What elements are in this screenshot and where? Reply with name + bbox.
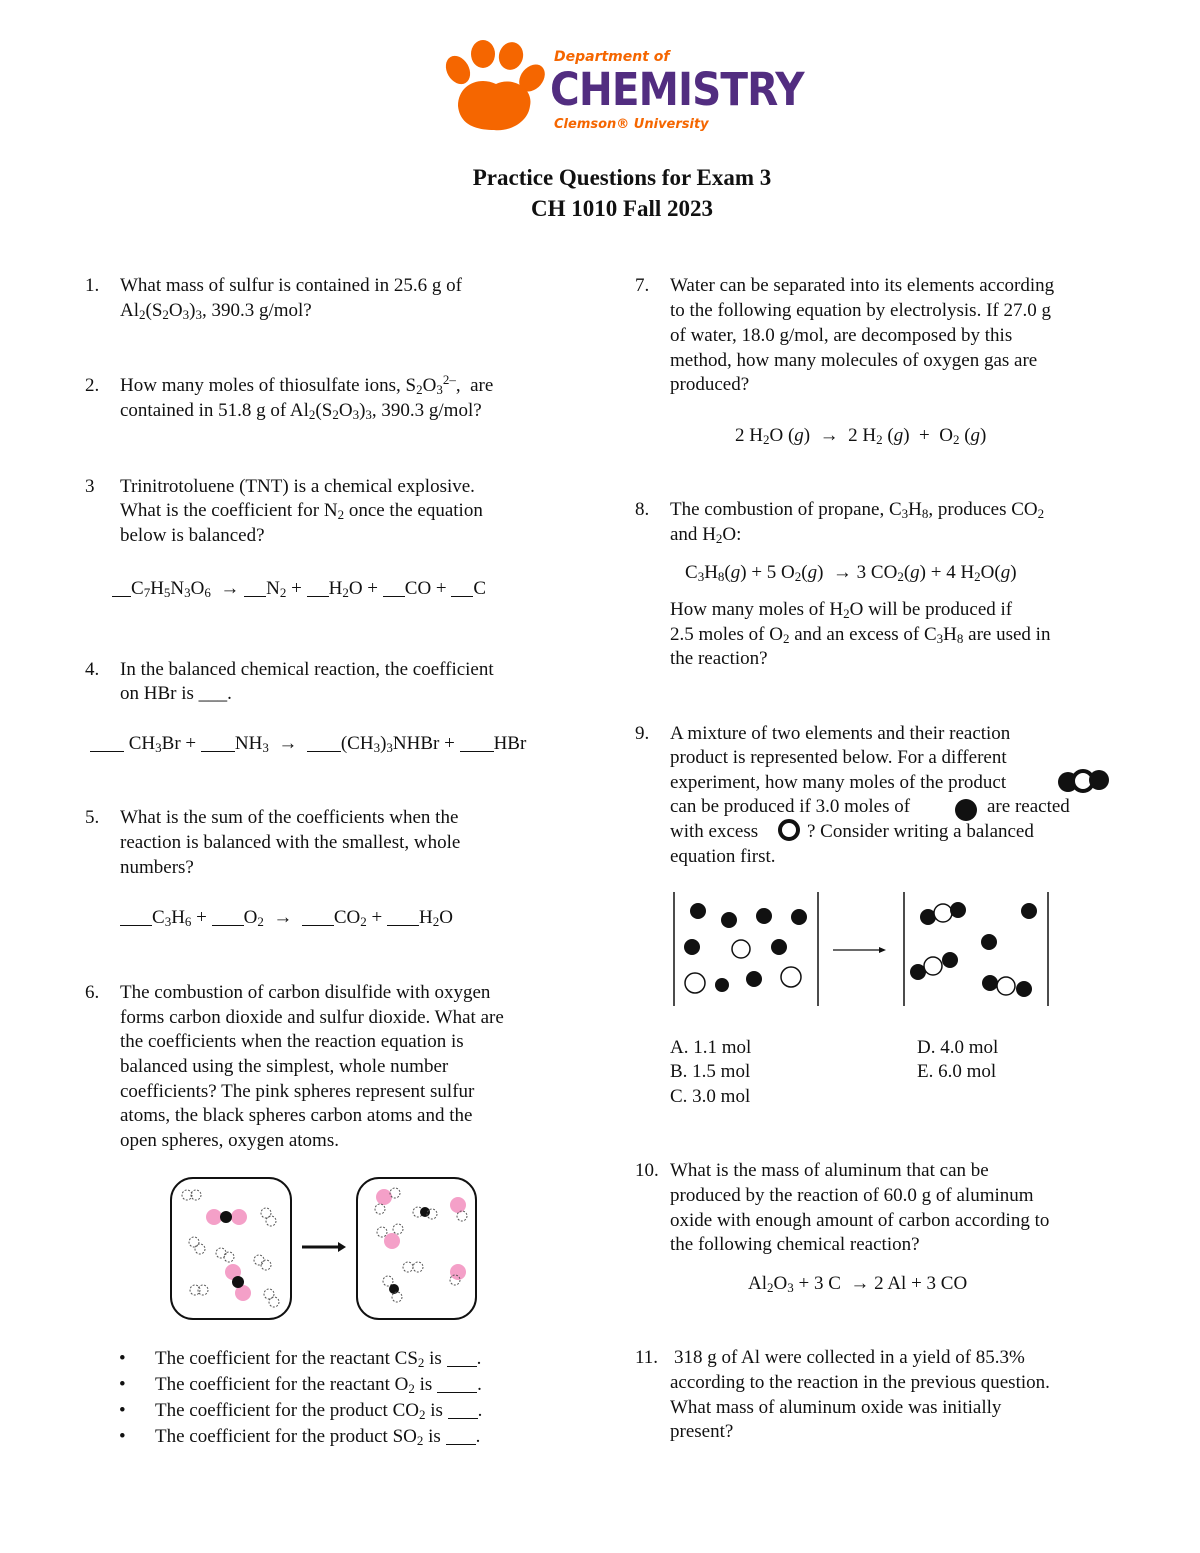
question-text: of water, 18.0 g/mol, are decomposed by this <box>670 325 1013 346</box>
question-text: A mixture of two elements and their reaction <box>670 723 1011 744</box>
question-number: 3 <box>85 476 95 497</box>
question-text: What is the sum of the coefficients when the <box>120 807 459 828</box>
question-text: What mass of sulfur is contained in 25.6 g of <box>120 275 462 296</box>
question-text: open spheres, oxygen atoms. <box>120 1130 339 1151</box>
equation: $C_3H_8(g) + 5$ $O_2(g) \to 3$ $CO_2(g) + 4$ $H_2O(g)$ <box>685 562 1017 584</box>
combustion-diagram <box>168 1175 480 1322</box>
question-text: and $H_2O$: <box>670 524 742 546</box>
question-text: Water can be separated into its elements according <box>670 275 1055 296</box>
answer-choice: A. 1.1 mol <box>670 1037 752 1058</box>
question-text: reaction is balanced with the smallest, whole <box>120 832 461 853</box>
question-number: 9. <box>635 723 650 744</box>
list-item: • The coefficient for the product $SO_2$ is . <box>119 1424 482 1450</box>
answer-choice: B. 1.5 mol <box>670 1061 751 1082</box>
answer-choice: C. 3.0 mol <box>670 1086 751 1107</box>
question-text: What is the mass of aluminum that can be <box>670 1160 989 1181</box>
question-text: the following chemical reaction? <box>670 1234 920 1255</box>
question-number: 11. <box>635 1347 659 1368</box>
question-number: 2. <box>85 375 100 396</box>
list-item: • The coefficient for the product $CO_2$ is . <box>119 1398 482 1424</box>
question-text: the coefficients when the reaction equation is <box>120 1031 464 1052</box>
coefficient-list <box>119 1346 482 1450</box>
logo-chemistry: CHEMISTRY <box>550 63 804 116</box>
question-text: The combustion of carbon disulfide with oxygen <box>120 982 491 1003</box>
equation: 2 $H_2O$ (g) → 2 $H_2$ $(g) + O_2$ (g) <box>735 425 987 447</box>
question-text: balanced using the simplest, whole number <box>120 1056 449 1077</box>
question-text: How many moles of thiosulfate ions, $S_2O_3^{2-}$, are <box>120 372 494 397</box>
question-text: are reacted <box>987 796 1070 817</box>
equation: $Al_2O_3 + 3$ C → 2 Al + 3 CO <box>748 1273 968 1295</box>
question-number: 10. <box>635 1160 659 1181</box>
logo-department: Department of <box>554 49 670 65</box>
question-text: $Al_2(S_2O_3)_3$, 390.3 g/mol? <box>120 300 312 322</box>
question-text: on HBr is ___. <box>120 683 232 704</box>
page-subtitle: CH 1010 Fall 2023 <box>530 196 714 221</box>
question-text: How many moles of $H_2O$ will be produced if <box>670 599 1013 621</box>
question-number: 6. <box>85 982 100 1003</box>
question-text: produced? <box>670 374 750 395</box>
question-text: with excess <box>670 821 759 842</box>
question-text: 318 g of Al were collected in a yield of 85.3% <box>674 1347 1025 1368</box>
open-atom-icon <box>776 817 802 843</box>
question-text: 2.5 moles of $O_2$ and an excess of $C_3H_8$ are used in <box>670 624 1051 646</box>
question-number: 7. <box>635 275 650 296</box>
product-molecule-icon <box>1055 767 1111 795</box>
question-number: 4. <box>85 659 100 680</box>
question-text: In the balanced chemical reaction, the coefficient <box>120 659 494 680</box>
question-text: The combustion of propane, $C_3H_8$, produces $CO_2$ <box>670 499 1045 521</box>
question-number: 8. <box>635 499 650 520</box>
question-text: equation first. <box>670 846 776 867</box>
equation: $C_3H_6 + O_2 \to CO_2 + H_2O$ <box>120 906 453 931</box>
equation: $C_7H_5N_3O_6 \to N_2 + H_2O$ + CO + C <box>112 577 486 602</box>
answer-choice: E. 6.0 mol <box>917 1061 997 1082</box>
list-item: • The coefficient for the reactant $O_2$ is . <box>119 1372 482 1398</box>
logo-university: Clemson® University <box>554 117 709 132</box>
list-item: • The coefficient for the reactant $CS_2$ is . <box>119 1346 482 1372</box>
answer-choice: D. 4.0 mol <box>917 1037 999 1058</box>
question-text: Trinitrotoluene (TNT) is a chemical explosive. <box>120 476 475 497</box>
question-text: atoms, the black spheres carbon atoms and the <box>120 1105 473 1126</box>
question-text: coefficients? The pink spheres represent sulfur <box>120 1081 475 1102</box>
question-text: method, how many molecules of oxygen gas are <box>670 350 1038 371</box>
paw-icon <box>436 40 548 136</box>
question-text: What is the coefficient for $N_2$ once the equation <box>120 500 483 522</box>
question-text: present? <box>670 1421 734 1442</box>
question-text: the reaction? <box>670 648 768 669</box>
page-title: Practice Questions for Exam 3 <box>472 165 772 190</box>
question-text: can be produced if 3.0 moles of <box>670 796 911 817</box>
question-number: 1. <box>85 275 100 296</box>
question-text: contained in 51.8 g of $Al_2(S_2O_3)_3$, 390.3 g/mol? <box>120 400 482 422</box>
equation: $CH_3Br + NH_3$ → $(CH_3)_3NHBr$ + HBr <box>90 732 526 757</box>
question-text: experiment, how many moles of the product <box>670 772 1007 793</box>
question-text: numbers? <box>120 857 194 878</box>
question-text: produced by the reaction of 60.0 g of aluminum <box>670 1185 1034 1206</box>
question-text: ? Consider writing a balanced <box>807 821 1034 842</box>
question-text: below is balanced? <box>120 525 265 546</box>
question-text: forms carbon dioxide and sulfur dioxide. What are <box>120 1007 504 1028</box>
question-text: to the following equation by electrolysis. If 27.0 g <box>670 300 1051 321</box>
question-text: according to the reaction in the previous question. <box>670 1372 1050 1393</box>
question-text: oxide with enough amount of carbon according to <box>670 1210 1050 1231</box>
mixture-diagram <box>670 890 1052 1008</box>
question-number: 5. <box>85 807 100 828</box>
question-text: product is represented below. For a different <box>670 747 1007 768</box>
question-text: What mass of aluminum oxide was initially <box>670 1397 1002 1418</box>
